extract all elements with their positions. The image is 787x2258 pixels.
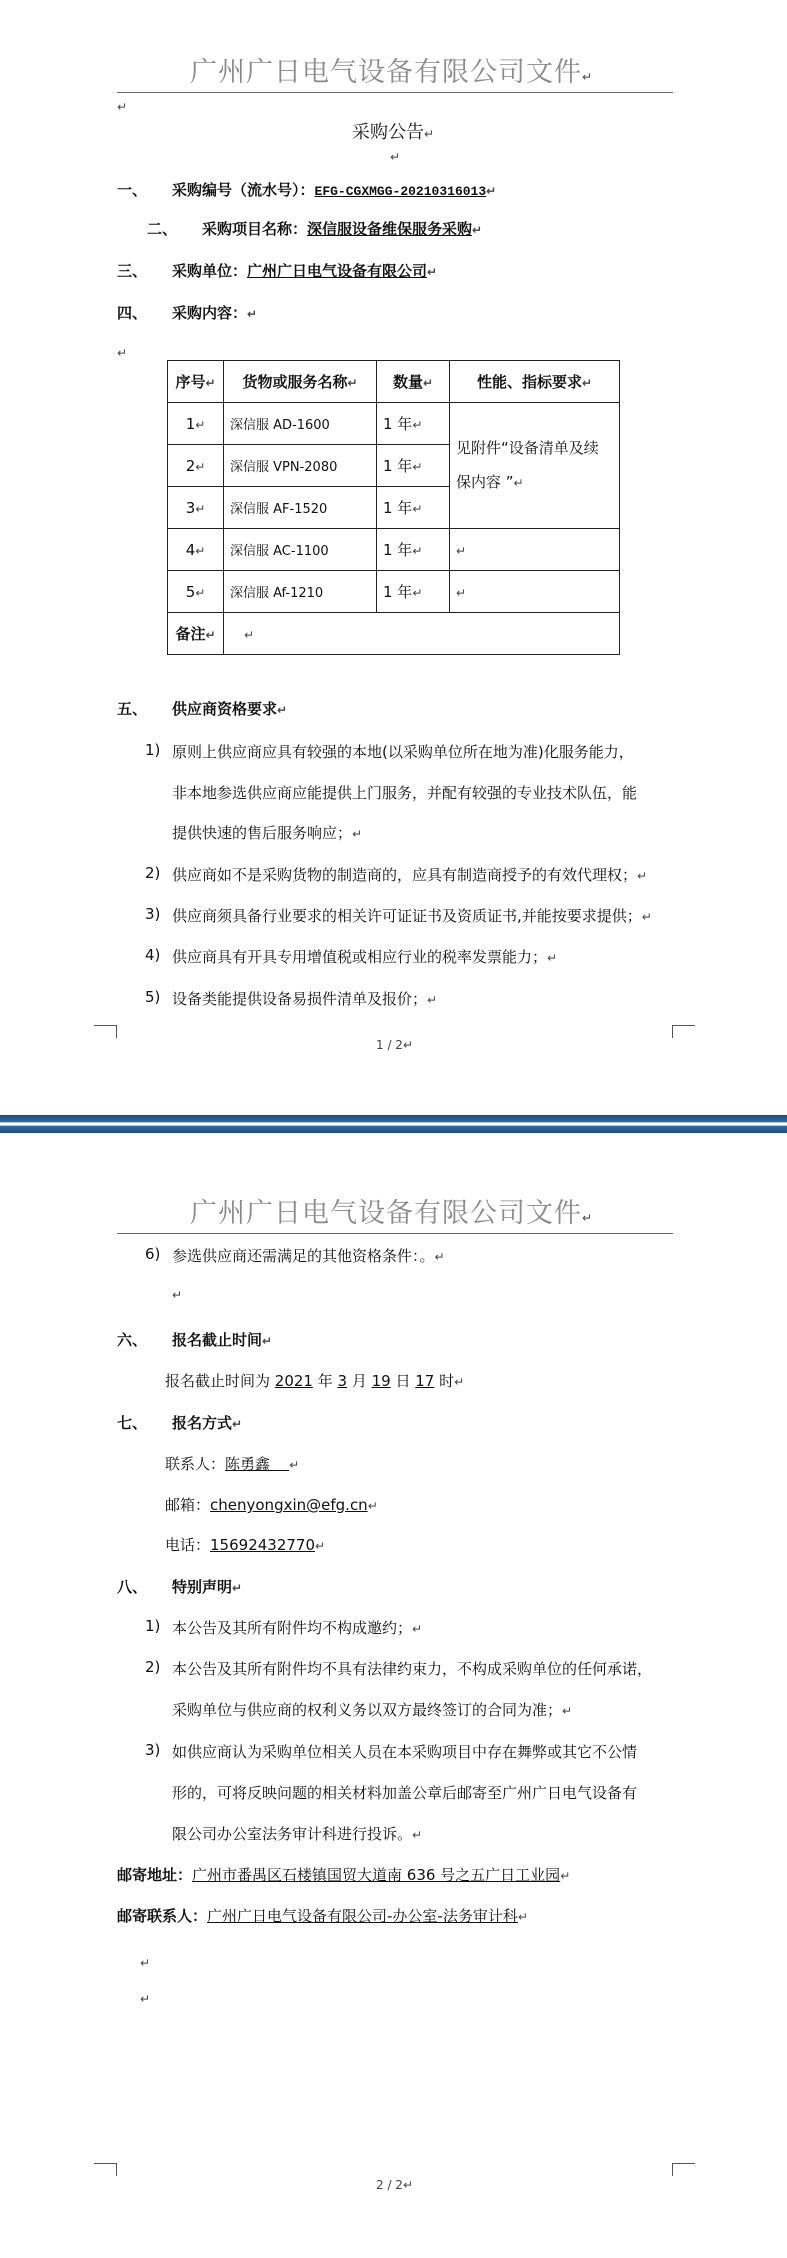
- req-3-number: 3): [145, 905, 161, 923]
- contact-person-row: 联系人：陈勇鑫 ↵: [165, 1455, 300, 1473]
- cell-item-name: 深信服 AF-1520: [224, 487, 377, 529]
- statement-2-line-2: 采购单位与供应商的权利义务以双方最终签订的合同为准；↵: [172, 1701, 573, 1719]
- project-name-row: 采购项目名称：深信服设备维保服务采购↵: [202, 220, 483, 238]
- cell-spec-merged: 见附件“设备清单及续 保内容 ”↵: [450, 403, 620, 529]
- mailing-address-row: 邮寄地址：广州市番禺区石楼镇国贸大道南 636 号之五广日工业园↵: [117, 1866, 571, 1884]
- section-8-number: 八、: [117, 1578, 148, 1596]
- statement-3-line-1: 如供应商认为采购单位相关人员在本采购项目中存在舞弊或其它不公情: [172, 1743, 638, 1761]
- registration-method-label: 报名方式↵: [172, 1414, 243, 1432]
- req-3-text: 供应商须具备行业要求的相关许可证证书及资质证书,并能按要求提供；↵: [172, 907, 652, 925]
- cell-index: 5↵: [168, 571, 224, 613]
- document-page-1: [0, 0, 787, 1115]
- statement-3-line-2: 形的，可将反映问题的相关材料加盖公章后邮寄至广州广日电气设备有: [172, 1784, 638, 1802]
- crop-mark-right: [672, 1025, 695, 1038]
- th-spec: 性能、指标要求↵: [450, 361, 620, 403]
- req-1-line-3: 提供快速的售后服务响应；↵: [172, 824, 363, 842]
- statement-2-line-1: 本公告及其所有附件均不具有法律约束力，不构成采购单位的任何承诺，: [172, 1660, 653, 1678]
- req-1-number: 1): [145, 741, 161, 759]
- statement-1-number: 1): [145, 1617, 161, 1635]
- mailing-contact: 广州广日电气设备有限公司-办公室-法务审计科: [207, 1907, 518, 1925]
- cell-spec: ↵: [450, 529, 620, 571]
- document-page-2: [0, 1133, 787, 2258]
- phone-row: 电话：15692432770↵: [165, 1536, 326, 1554]
- phone-number: 15692432770: [210, 1536, 315, 1554]
- cell-quantity: 1 年↵: [377, 403, 450, 445]
- table-header-row: [168, 361, 620, 403]
- cell-item-name: 深信服 Af-1210: [224, 571, 377, 613]
- deadline-label: 报名截止时间↵: [172, 1331, 273, 1349]
- statement-1-text: 本公告及其所有附件均不构成邀约；↵: [172, 1619, 423, 1637]
- section-1-number: 一、: [117, 181, 148, 199]
- supplier-qualification-label: 供应商资格要求↵: [172, 700, 288, 718]
- procurement-table: [167, 360, 620, 655]
- header-rule-2: [117, 1233, 673, 1234]
- req-2-text: 供应商如不是采购货物的制造商的，应具有制造商授予的有效代理权；↵: [172, 866, 648, 884]
- purchaser-row: 采购单位：广州广日电气设备有限公司↵: [172, 262, 438, 280]
- table-row: [168, 571, 620, 613]
- page-separator: [0, 1115, 787, 1133]
- cell-spec: ↵: [450, 571, 620, 613]
- th-index: 序号↵: [168, 361, 224, 403]
- cell-item-name: 深信服 AD-1600: [224, 403, 377, 445]
- email-link[interactable]: chenyongxin@efg.cn: [210, 1496, 368, 1514]
- statement-3-line-3: 限公司办公室法务审计科进行投诉。↵: [172, 1825, 423, 1843]
- section-2-number: 二、: [147, 220, 178, 238]
- page-number-1: 1 / 2↵: [376, 1038, 414, 1052]
- header-rule: [117, 92, 673, 93]
- cell-index: 4↵: [168, 529, 224, 571]
- page-title: 采购公告↵: [352, 122, 435, 143]
- cell-item-name: 深信服 VPN-2080: [224, 445, 377, 487]
- req-4-text: 供应商具有开具专用增值税或相应行业的税率发票能力；↵: [172, 948, 558, 966]
- procurement-number-row: 采购编号（流水号）：EFG-CGXMGG-20210316013↵: [172, 181, 497, 199]
- purchaser-name: 广州广日电气设备有限公司: [247, 262, 428, 280]
- req-2-number: 2): [145, 864, 161, 882]
- req-5-number: 5): [145, 988, 161, 1006]
- req-6-text: 参选供应商还需满足的其他资格条件：。↵: [172, 1247, 445, 1265]
- company-header-2: 广州广日电气设备有限公司文件↵: [190, 1198, 594, 1229]
- section-4-number: 四、: [117, 304, 148, 322]
- section-3-number: 三、: [117, 262, 148, 280]
- table-row: [168, 403, 620, 445]
- cell-item-name: 深信服 AC-1100: [224, 529, 377, 571]
- crop-mark-left-2: [94, 2163, 117, 2176]
- statement-2-number: 2): [145, 1658, 161, 1676]
- deadline-text: 报名截止时间为 2021 年 3 月 19 日 17 时↵: [165, 1372, 465, 1390]
- contact-person: 陈勇鑫: [225, 1455, 271, 1473]
- cell-index: 1↵: [168, 403, 224, 445]
- statement-3-number: 3): [145, 1741, 161, 1759]
- cell-index: 3↵: [168, 487, 224, 529]
- project-name: 深信服设备维保服务采购: [307, 220, 473, 238]
- paragraph-mark: ↵: [140, 1992, 151, 2006]
- cell-remark-label: 备注↵: [168, 613, 224, 655]
- crop-mark-right-2: [672, 2163, 695, 2176]
- cell-quantity: 1 年↵: [377, 529, 450, 571]
- req-1-line-1: 原则上供应商应具有较强的本地(以采购单位所在地为准)化服务能力，: [172, 743, 634, 761]
- cell-remark-value: ↵: [224, 613, 620, 655]
- cell-quantity: 1 年↵: [377, 571, 450, 613]
- paragraph-mark: ↵: [117, 100, 128, 114]
- paragraph-mark: ↵: [390, 150, 401, 164]
- table-row: [168, 529, 620, 571]
- section-7-number: 七、: [117, 1414, 148, 1432]
- th-quantity: 数量↵: [377, 361, 450, 403]
- mailing-address: 广州市番禺区石楼镇国贸大道南 636 号之五广日工业园: [192, 1866, 561, 1884]
- page-number-2: 2 / 2↵: [376, 2178, 414, 2192]
- paragraph-mark: ↵: [172, 1288, 183, 1302]
- table-remark-row: [168, 613, 620, 655]
- company-header: 广州广日电气设备有限公司文件↵: [190, 57, 594, 88]
- paragraph-mark: ↵: [140, 1956, 151, 1970]
- procurement-content-label: 采购内容：↵: [172, 304, 258, 322]
- req-6-number: 6): [145, 1245, 161, 1263]
- cell-index: 2↵: [168, 445, 224, 487]
- section-6-number: 六、: [117, 1331, 148, 1349]
- req-5-text: 设备类能提供设备易损件清单及报价；↵: [172, 990, 438, 1008]
- th-item-name: 货物或服务名称↵: [224, 361, 377, 403]
- cell-quantity: 1 年↵: [377, 445, 450, 487]
- cell-quantity: 1 年↵: [377, 487, 450, 529]
- req-1-line-2: 非本地参选供应商应能提供上门服务，并配有较强的专业技术队伍，能: [172, 784, 638, 802]
- req-4-number: 4): [145, 946, 161, 964]
- paragraph-mark: ↵: [117, 346, 128, 360]
- procurement-number: EFG-CGXMGG-20210316013: [314, 184, 487, 199]
- email-row: 邮箱：chenyongxin@efg.cn↵: [165, 1496, 378, 1514]
- crop-mark-left: [94, 1025, 117, 1038]
- section-5-number: 五、: [117, 700, 148, 718]
- special-statement-label: 特别声明↵: [172, 1578, 243, 1596]
- mailing-contact-row: 邮寄联系人：广州广日电气设备有限公司-办公室-法务审计科↵: [117, 1907, 528, 1925]
